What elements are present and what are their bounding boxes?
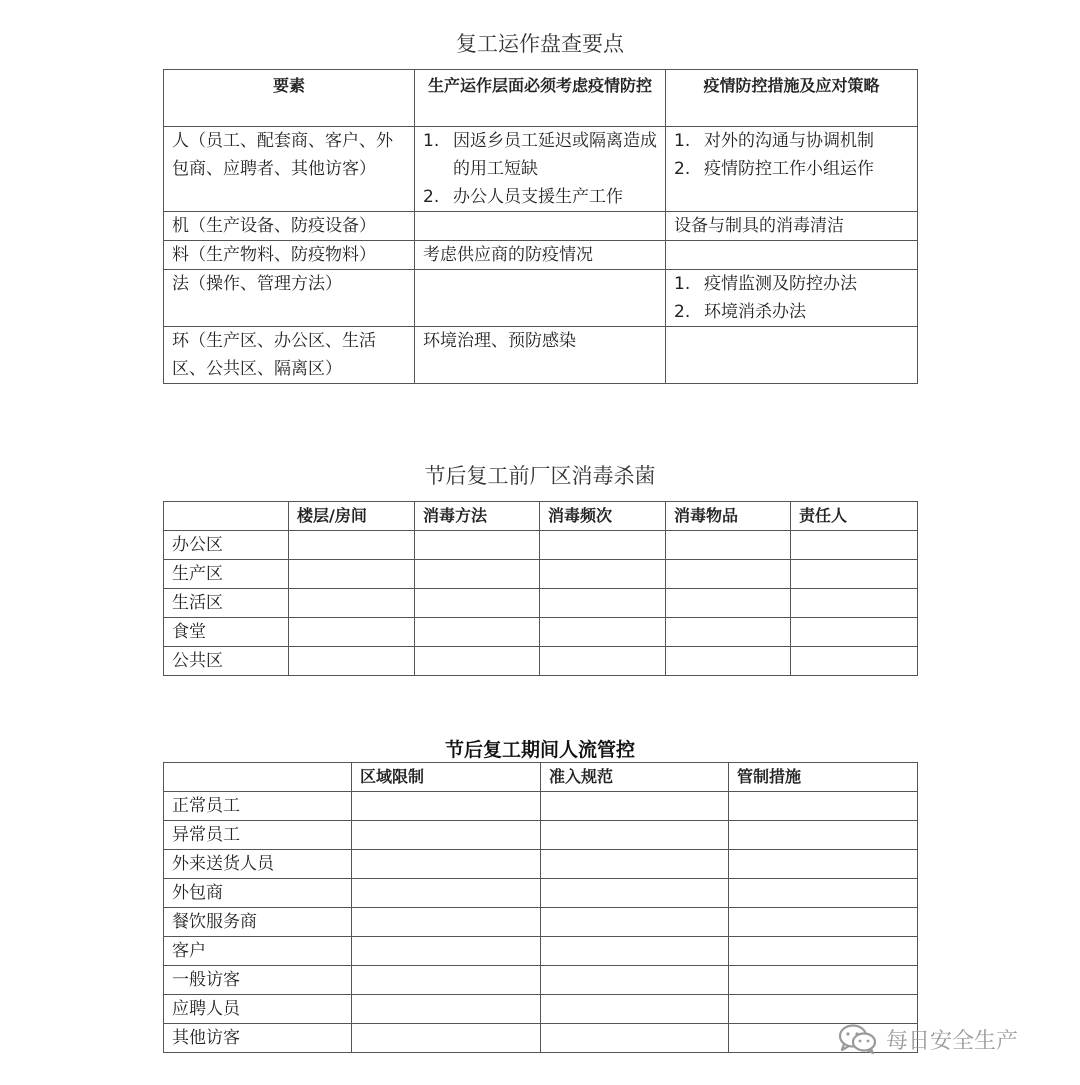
table-header-row [164,502,918,531]
column-header: 要素 [164,70,415,127]
element-cell: 法（操作、管理方法） [164,270,415,327]
table-row [164,531,918,560]
table-cell [352,937,541,966]
row-label: 生产区 [164,560,289,589]
table-row [164,560,918,589]
table-header-row [164,70,918,127]
table-row [164,879,918,908]
column-header: 消毒物品 [666,502,791,531]
table2-title: 节后复工前厂区消毒杀菌 [424,464,656,488]
table-cell [541,850,729,879]
measures-cell [666,270,918,327]
numbered-list [674,270,909,326]
table-cell [289,531,415,560]
table-cell [352,1024,541,1053]
production-cell: 环境治理、预防感染 [415,327,666,384]
table-row [164,589,918,618]
production-cell [415,212,666,241]
list-text: 环境消杀办法 [704,302,806,322]
list-text: 疫情防控工作小组运作 [704,159,874,179]
list-text: 办公人员支援生产工作 [453,187,623,207]
list-item [674,270,909,298]
table-cell [352,995,541,1024]
production-cell [415,127,666,212]
table-row [164,821,918,850]
table-cell [541,792,729,821]
table-row [164,908,918,937]
list-number: 1. [674,131,691,151]
table-cell [729,792,918,821]
table-cell [729,937,918,966]
list-item [674,155,909,183]
table-cell [415,647,540,676]
column-header: 消毒频次 [540,502,666,531]
list-text: 对外的沟通与协调机制 [704,131,874,151]
table3-title: 节后复工期间人流管控 [444,739,635,761]
table-row [164,270,918,327]
table-cell [541,966,729,995]
list-item [674,127,909,155]
table-row [164,327,918,384]
measures-cell [666,327,918,384]
table-cell [791,647,918,676]
element-cell: 机（生产设备、防疫设备） [164,212,415,241]
table-row [164,995,918,1024]
numbered-list [423,127,657,211]
element-cell: 环（生产区、办公区、生活区、公共区、隔离区） [164,327,415,384]
list-number: 1. [674,274,691,294]
disinfection-table [163,501,918,676]
table-cell [541,1024,729,1053]
measures-cell: 设备与制具的消毒清洁 [666,212,918,241]
column-header: 楼层/房间 [289,502,415,531]
table-row [164,647,918,676]
table-cell [289,589,415,618]
production-cell: 考虑供应商的防疫情况 [415,241,666,270]
watermark-text: 每日安全生产 [886,1028,1019,1054]
table-cell [352,908,541,937]
table-cell [352,850,541,879]
column-header: 管制措施 [729,763,918,792]
table-row [164,792,918,821]
measures-cell [666,241,918,270]
table-cell [791,618,918,647]
table-cell [729,821,918,850]
table-cell [540,589,666,618]
column-header: 准入规范 [541,763,729,792]
row-label: 其他访客 [164,1024,352,1053]
row-label: 公共区 [164,647,289,676]
list-number: 1. [423,131,440,151]
row-label: 食堂 [164,618,289,647]
table-cell [289,647,415,676]
table-row [164,127,918,212]
production-cell [415,270,666,327]
table-cell [729,995,918,1024]
table-cell [289,618,415,647]
table-cell [791,531,918,560]
table-row [164,966,918,995]
table-cell [541,995,729,1024]
table-cell [729,850,918,879]
table-cell [540,618,666,647]
row-label: 客户 [164,937,352,966]
table-cell [415,531,540,560]
column-header [164,502,289,531]
list-number: 2. [674,159,691,179]
table-cell [729,879,918,908]
row-label: 一般访客 [164,966,352,995]
numbered-list [674,127,909,183]
row-label: 餐饮服务商 [164,908,352,937]
table-cell [541,821,729,850]
table-cell [352,821,541,850]
table-cell [729,966,918,995]
list-item [423,183,657,211]
table-cell [541,937,729,966]
measures-cell [666,127,918,212]
table-cell [415,560,540,589]
column-header: 责任人 [791,502,918,531]
table-cell [540,647,666,676]
list-text: 疫情监测及防控办法 [704,274,857,294]
table-cell [729,908,918,937]
table-header-row [164,763,918,792]
table-cell [791,560,918,589]
table-cell [666,589,791,618]
table-cell [352,879,541,908]
element-cell: 料（生产物料、防疫物料） [164,241,415,270]
table1-title: 复工运作盘查要点 [456,32,624,56]
table-cell [666,618,791,647]
list-text: 因返乡员工延迟或隔离造成的用工短缺 [453,131,657,179]
table-row [164,212,918,241]
table-row [164,937,918,966]
list-item [674,298,909,326]
column-header: 疫情防控措施及应对策略 [666,70,918,127]
wechat-icon [838,1023,878,1055]
table-cell [666,560,791,589]
table-cell [540,560,666,589]
row-label: 办公区 [164,531,289,560]
row-label: 外来送货人员 [164,850,352,879]
table-cell [666,531,791,560]
column-header [164,763,352,792]
table-cell [352,966,541,995]
table-row [164,1024,918,1053]
column-header: 生产运作层面必须考虑疫情防控 [415,70,666,127]
table-cell [541,879,729,908]
column-header: 消毒方法 [415,502,540,531]
column-header: 区域限制 [352,763,541,792]
row-label: 正常员工 [164,792,352,821]
table-cell [415,618,540,647]
table-cell [415,589,540,618]
row-label: 外包商 [164,879,352,908]
table-row [164,241,918,270]
row-label: 应聘人员 [164,995,352,1024]
list-item [423,127,657,183]
table-cell [791,589,918,618]
table-cell [666,647,791,676]
table-cell [289,560,415,589]
operations-checklist-table [163,69,918,384]
table-row [164,618,918,647]
element-cell: 人（员工、配套商、客户、外包商、应聘者、其他访客） [164,127,415,212]
list-number: 2. [423,187,440,207]
row-label: 生活区 [164,589,289,618]
row-label: 异常员工 [164,821,352,850]
list-number: 2. [674,302,691,322]
watermark [838,1022,1018,1056]
table-row [164,850,918,879]
table-cell [352,792,541,821]
table-cell [540,531,666,560]
people-flow-table [163,762,918,1053]
table-cell [541,908,729,937]
